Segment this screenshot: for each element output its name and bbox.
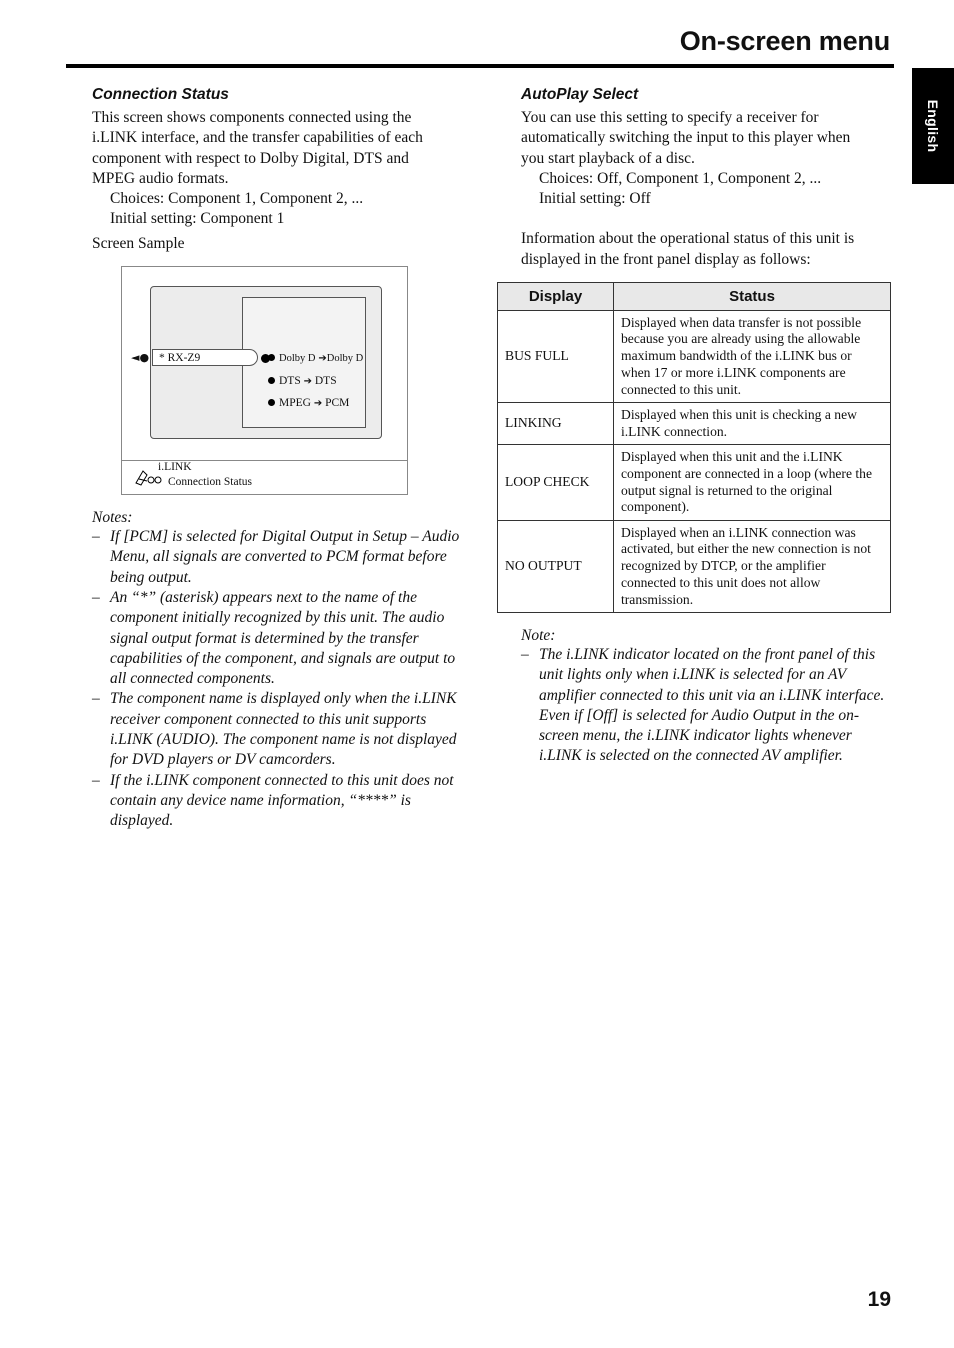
body-line: you start playback of a disc.: [521, 149, 695, 167]
table-row: [498, 445, 891, 521]
body-line: automatically switching the input to this player when: [521, 129, 851, 147]
info-line: Information about the operational status of this unit is: [521, 230, 855, 248]
status-cell: Displayed when data transfer is not possible because you are already using the allowable maximum bandwidth of the i.LINK bus or when 17 or more i.LINK components are connected to this unit.: [614, 311, 891, 403]
bullet-icon: [268, 354, 275, 361]
note-item: – If the i.LINK component connected to this unit does not contain any device name information, “****” is displayed.: [92, 771, 462, 832]
figure-caption: Connection Status: [168, 476, 253, 489]
screen-sample-figure: [121, 266, 408, 495]
bullet-icon: [268, 377, 275, 384]
format-row: MPEG ➔ PCM: [268, 397, 349, 409]
note-item: – If [PCM] is selected for Digital Output in Setup – Audio Menu, all signals are converted to PCM format before being output.: [92, 527, 462, 588]
column-header: Status: [614, 283, 891, 311]
choices-text: Choices: Off, Component 1, Component 2, ...: [539, 169, 822, 187]
info-line: displayed in the front panel display as follows:: [521, 250, 811, 268]
body-line: i.LINK interface, and the transfer capabilities of each: [92, 129, 423, 147]
right-column: [521, 84, 893, 270]
note-label: Note:: [521, 627, 556, 644]
note-item: – The component name is displayed only when the i.LINK receiver component connected to this unit supports i.LINK (AUDIO). The component name is not displayed for DVD players or DV camcorders.: [92, 689, 462, 770]
body-line: MPEG audio formats.: [92, 169, 229, 187]
format-row: DTS ➔ DTS: [268, 375, 337, 387]
display-cell: BUS FULL: [498, 311, 614, 403]
display-cell: LOOP CHECK: [498, 445, 614, 521]
figure-caption: i.LINK: [158, 461, 192, 474]
status-cell: Displayed when an i.LINK connection was activated, but either the new connection is not recognized by DTCP, or the amplifier connected to this unit does not allow transmission.: [614, 521, 891, 613]
arrow-right-icon: ➔: [318, 353, 327, 365]
language-tab-label: English: [925, 99, 941, 153]
status-table: [497, 282, 891, 613]
page-title: On-screen menu: [679, 26, 890, 56]
connection-status-heading: Connection Status: [92, 86, 229, 103]
initial-setting-text: Initial setting: Off: [539, 190, 651, 208]
bullet-icon: [268, 399, 275, 406]
initial-setting-text: Initial setting: Component 1: [110, 210, 285, 228]
left-arrow-icon: ◄●: [131, 351, 150, 365]
choices-text: Choices: Component 1, Component 2, ...: [110, 190, 364, 208]
arrow-right-icon: ➔: [313, 398, 323, 410]
right-note: [521, 627, 893, 767]
notes-label: Notes:: [92, 509, 133, 527]
left-column: [92, 84, 462, 832]
body-line: This screen shows components connected using the: [92, 109, 412, 126]
table-row: [498, 403, 891, 445]
status-cell: Displayed when this unit is checking a new i.LINK connection.: [614, 403, 891, 445]
display-cell: LINKING: [498, 403, 614, 445]
table-row: [498, 311, 891, 403]
body-line: component with respect to Dolby Digital, DTS and: [92, 149, 409, 167]
note-item: – The i.LINK indicator located on the front panel of this unit lights only when i.LINK is selected for an AV amplifier connected to this unit via an i.LINK interface. Even if [Off] is selected for Audio Output in the on-screen menu, the i.LINK indicator lights whenever i.LINK is selected on the connected AV amplifier.: [521, 645, 893, 767]
column-header: Display: [498, 283, 614, 311]
screen-sample-label: Screen Sample: [92, 234, 185, 252]
page-number: 19: [867, 1288, 891, 1311]
status-cell: Displayed when this unit and the i.LINK component are connected in a loop (where the output signal is returned to the original component).: [614, 445, 891, 521]
table-header-row: [498, 283, 891, 311]
component-bar: * RX-Z9: [152, 349, 258, 366]
language-tab: [912, 68, 954, 184]
arrow-right-icon: ➔: [303, 376, 312, 388]
display-cell: NO OUTPUT: [498, 521, 614, 613]
note-item: – An “*” (asterisk) appears next to the name of the component initially recognized by this unit. The audio signal output format is determined by the transfer capabilities of the component, and signals are output to all connected components.: [92, 588, 462, 689]
table-row: [498, 521, 891, 613]
format-row: Dolby D ➔Dolby D: [268, 352, 363, 364]
autoplay-select-heading: AutoPlay Select: [521, 86, 639, 103]
body-line: You can use this setting to specify a receiver for: [521, 109, 819, 126]
title-rule: [66, 64, 894, 68]
notes-list: [92, 527, 462, 831]
note-list: [521, 645, 893, 767]
